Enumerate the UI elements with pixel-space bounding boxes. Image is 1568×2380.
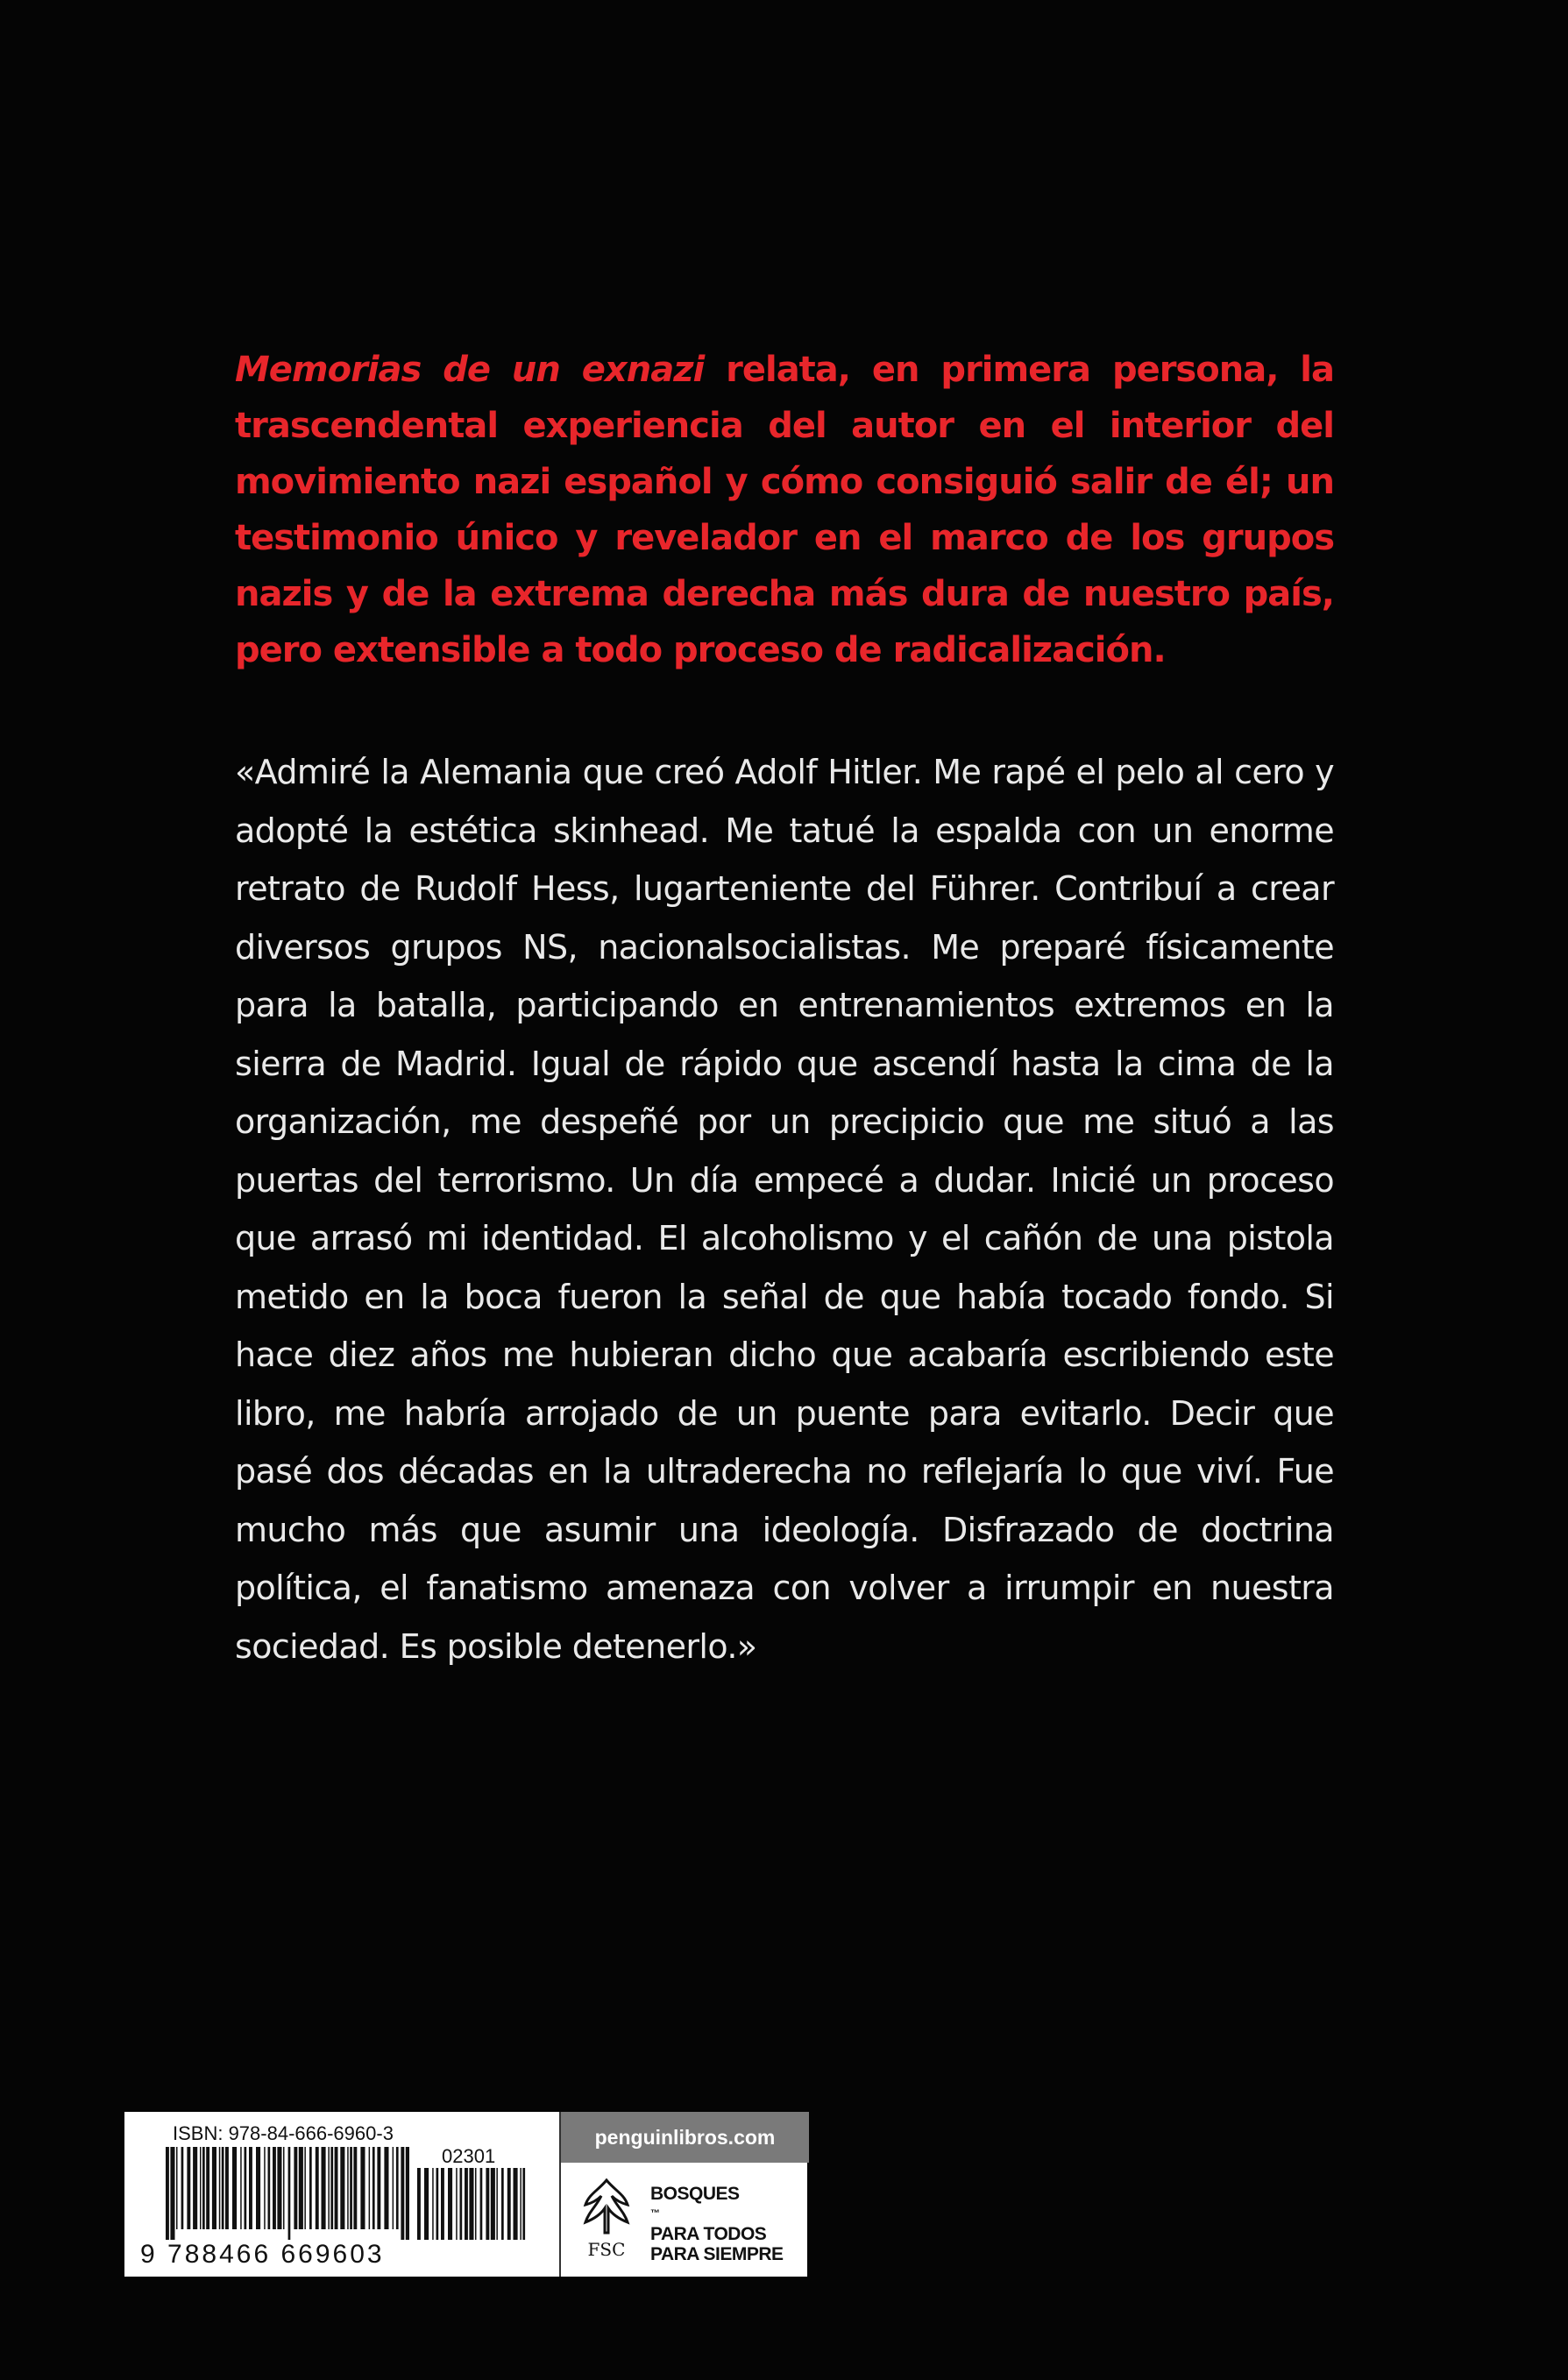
barcode-digits: 9 788466 669603 bbox=[140, 2240, 385, 2269]
publisher-panel bbox=[559, 2112, 809, 2277]
fsc-line-3: PARA SIEMPRE bbox=[650, 2244, 784, 2264]
fsc-logo-text: FSC bbox=[587, 2239, 626, 2260]
isbn-label: ISBN: 978-84-666-6960-3 bbox=[173, 2122, 394, 2144]
blurb-text: relata, en primera persona, la trascendental experiencia del autor en el interior del movimiento nazi español y cómo consiguió salir de él; un testimonio único y revelador en el marco de los grupos nazis y de la extrema derecha más dura de nuestro país, pero extensible a todo proceso de radicalización. bbox=[235, 350, 1335, 670]
fsc-line-1: BOSQUES bbox=[650, 2184, 740, 2204]
fsc-tree-icon bbox=[580, 2175, 633, 2263]
price-code: 02301 bbox=[442, 2145, 496, 2167]
isbn-barcode bbox=[164, 2147, 409, 2240]
fsc-trademark: ™ bbox=[650, 2208, 660, 2219]
fsc-slogan bbox=[650, 2184, 784, 2264]
blurb-paragraph bbox=[235, 342, 1334, 678]
book-title: Memorias de un exnazi bbox=[235, 350, 705, 390]
publisher-website[interactable]: penguinlibros.com bbox=[561, 2112, 809, 2163]
fsc-line-2: PARA TODOS bbox=[650, 2224, 767, 2244]
barcode-panel bbox=[124, 2112, 807, 2277]
author-quote: «Admiré la Alemania que creó Adolf Hitler. Me rapé el pelo al cero y adopté la estética skinhead. Me tatué la espalda con un enorme retrato de Rudolf Hess, lugarteniente del Führer. Contribuí a crear diversos grupos NS, nacionalsocialistas. Me preparé físicamente para la batalla, participando en entrenamientos extremos en la sierra de Madrid. Igual de rápido que ascendí hasta la cima de la organización, me despeñé por un precipicio que me situó a las puertas del terrorismo. Un día empecé a dudar. Inicié un proceso que arrasó mi identidad. El alcoholismo y el cañón de una pistola metido en la boca fueron la señal de que había tocado fondo. Si hace diez años me hubieran dicho que acabaría escribiendo este libro, me habría arrojado de un puente para evitarlo. Decir que pasé dos décadas en la ultraderecha no reflejaría lo que viví. Fue mucho más que asumir una ideología. Disfrazado de doctrina política, el fanatismo amenaza con volver a irrumpir en nuestra sociedad. Es posible detenerlo.» bbox=[235, 753, 1334, 1666]
addon-barcode bbox=[415, 2168, 528, 2240]
